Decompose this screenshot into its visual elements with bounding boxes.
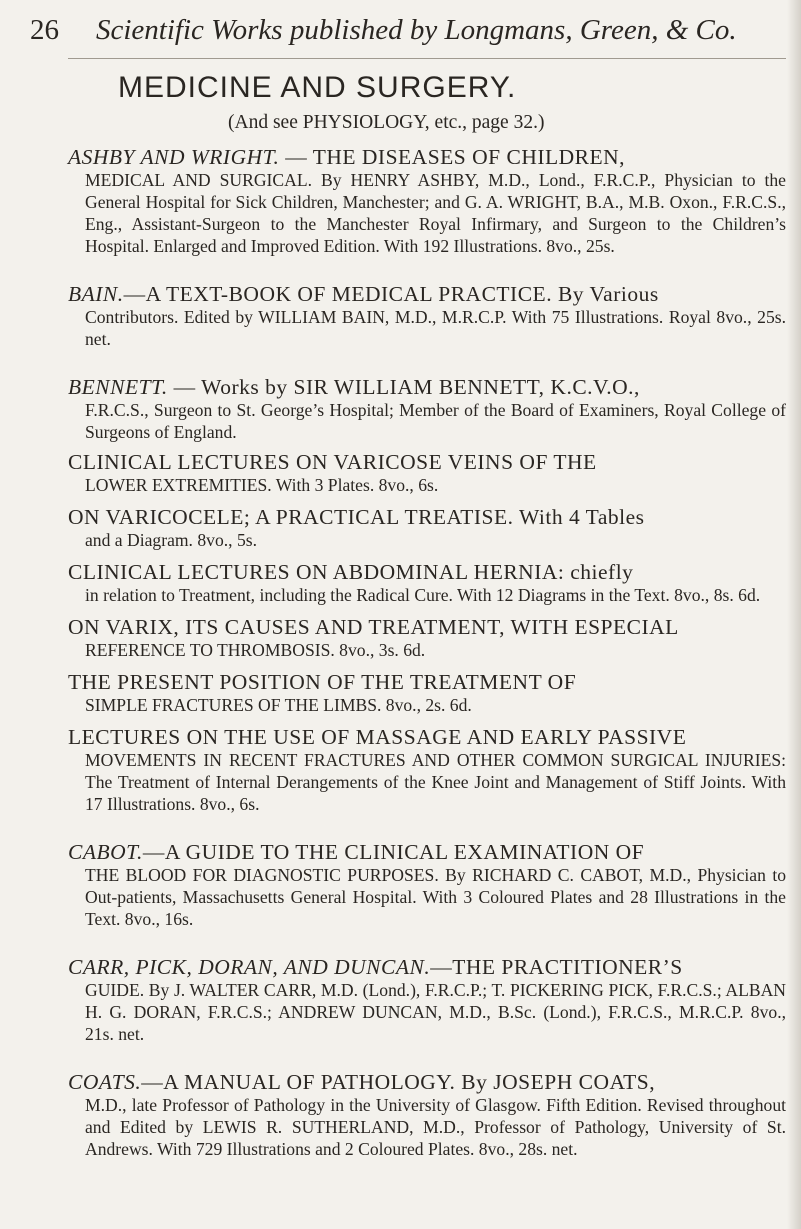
work-description: REFERENCE TO THROMBOSIS. 8vo., 3s. 6d. [85,640,426,660]
entry-author: BAIN. [68,282,124,306]
work-entry [68,671,786,716]
catalogue-entry [68,1071,786,1160]
entry-author: BENNETT. [68,375,168,399]
entry-title-start: —A GUIDE TO THE CLINICAL EXAMINATION OF [142,840,645,864]
page-edge-shadow [787,0,801,1229]
work-entry [68,616,786,661]
running-title: Scientific Works published by Longmans, Green, & Co. [96,14,737,46]
entry-author: CARR, PICK, DORAN, AND DUNCAN. [68,955,431,979]
entry-title-start: — THE DISEASES OF CHILDREN, [279,145,626,169]
work-description: MOVEMENTS IN RECENT FRACTURES AND OTHER COMMON SURGICAL INJURIES: The Treatment of Internal Derangements of the Knee Joint and Management of Stiff Joints. With 17 Illustrations. 8vo., 6s. [85,750,786,814]
catalogue-entry [68,841,786,930]
work-title: ON VARIX, ITS CAUSES AND TREATMENT, WITH ESPECIAL [68,615,679,639]
entry-title-start: —A MANUAL OF PATHOLOGY. By JOSEPH COATS, [141,1070,656,1094]
entry-author: COATS. [68,1070,142,1094]
work-description: LOWER EXTREMITIES. With 3 Plates. 8vo., 6s. [85,475,439,495]
entry-description: THE BLOOD FOR DIAGNOSTIC PURPOSES. By RICHARD C. CABOT, M.D., Physician to Out-patients, Massachusetts General Hospital. With 3 Coloured Plates and 28 Illustrations in the Text. 8vo., 16s. [85,865,786,929]
work-title: LECTURES ON THE USE OF MASSAGE AND EARLY PASSIVE [68,725,687,749]
work-description: in relation to Treatment, including the Radical Cure. With 12 Diagrams in the Text. 8vo., 8s. 6d. [85,585,761,605]
entry-description: F.R.C.S., Surgeon to St. George’s Hospital; Member of the Board of Examiners, Royal College of Surgeons of England. [85,400,786,442]
work-title: CLINICAL LECTURES ON ABDOMINAL HERNIA: chiefly [68,560,634,584]
work-description: SIMPLE FRACTURES OF THE LIMBS. 8vo., 2s. 6d. [85,695,472,715]
section-note: (And see PHYSIOLOGY, etc., page 32.) [228,112,545,133]
entry-author: CABOT. [68,840,143,864]
work-title: CLINICAL LECTURES ON VARICOSE VEINS OF THE [68,450,597,474]
catalogue-entry [68,956,786,1045]
catalogue-entry [68,283,786,350]
work-entry [68,561,786,606]
page-number: 26 [30,14,59,46]
work-title: THE PRESENT POSITION OF THE TREATMENT OF [68,670,577,694]
header-rule [68,58,786,59]
section-title: MEDICINE AND SURGERY. [118,71,517,104]
catalogue-entries [68,146,786,1186]
entry-author: ASHBY AND WRIGHT. [68,145,280,169]
entry-title-start: —THE PRACTITIONER’S [430,955,683,979]
entry-description: GUIDE. By J. WALTER CARR, M.D. (Lond.), F.R.C.P.; T. PICKERING PICK, F.R.C.S.; ALBAN H. G. DORAN, F.R.C.S.; ANDREW DUNCAN, M.D., B.Sc. (Lond.), F.R.C.S., M.R.C.P. 8vo., 21s. net. [85,980,786,1044]
catalogue-entry [68,376,786,443]
entry-description: Contributors. Edited by WILLIAM BAIN, M.D., M.R.C.P. With 75 Illustrations. Royal 8vo., 25s. net. [85,307,786,349]
catalogue-entry [68,146,786,257]
work-description: and a Diagram. 8vo., 5s. [85,530,257,550]
entry-description: MEDICAL AND SURGICAL. By HENRY ASHBY, M.D., Lond., F.R.C.P., Physician to the General Hospital for Sick Children, Manchester; and G. A. WRIGHT, B.A., M.B. Oxon., F.R.C.S., Eng., Assistant-Surgeon to the Manchester Royal Infirmary, and Surgeon to the Children’s Hospital. Enlarged and Improved Edition. With 192 Illustrations. 8vo., 25s. [85,170,786,256]
entry-title-start: — Works by SIR WILLIAM BENNETT, K.C.V.O., [167,375,640,399]
entry-description: M.D., late Professor of Pathology in the University of Glasgow. Fifth Edition. Revised throughout and Edited by LEWIS R. SUTHERLAND, M.D., Professor of Pathology, University of St. Andrews. With 729 Illustrations and 2 Coloured Plates. 8vo., 28s. net. [85,1095,786,1159]
work-entry [68,726,786,815]
running-head [30,10,760,50]
work-entry [68,506,786,551]
work-title: ON VARICOCELE; A PRACTICAL TREATISE. With 4 Tables [68,505,645,529]
entry-title-start: —A TEXT-BOOK OF MEDICAL PRACTICE. By Various [123,282,659,306]
work-entry [68,451,786,496]
